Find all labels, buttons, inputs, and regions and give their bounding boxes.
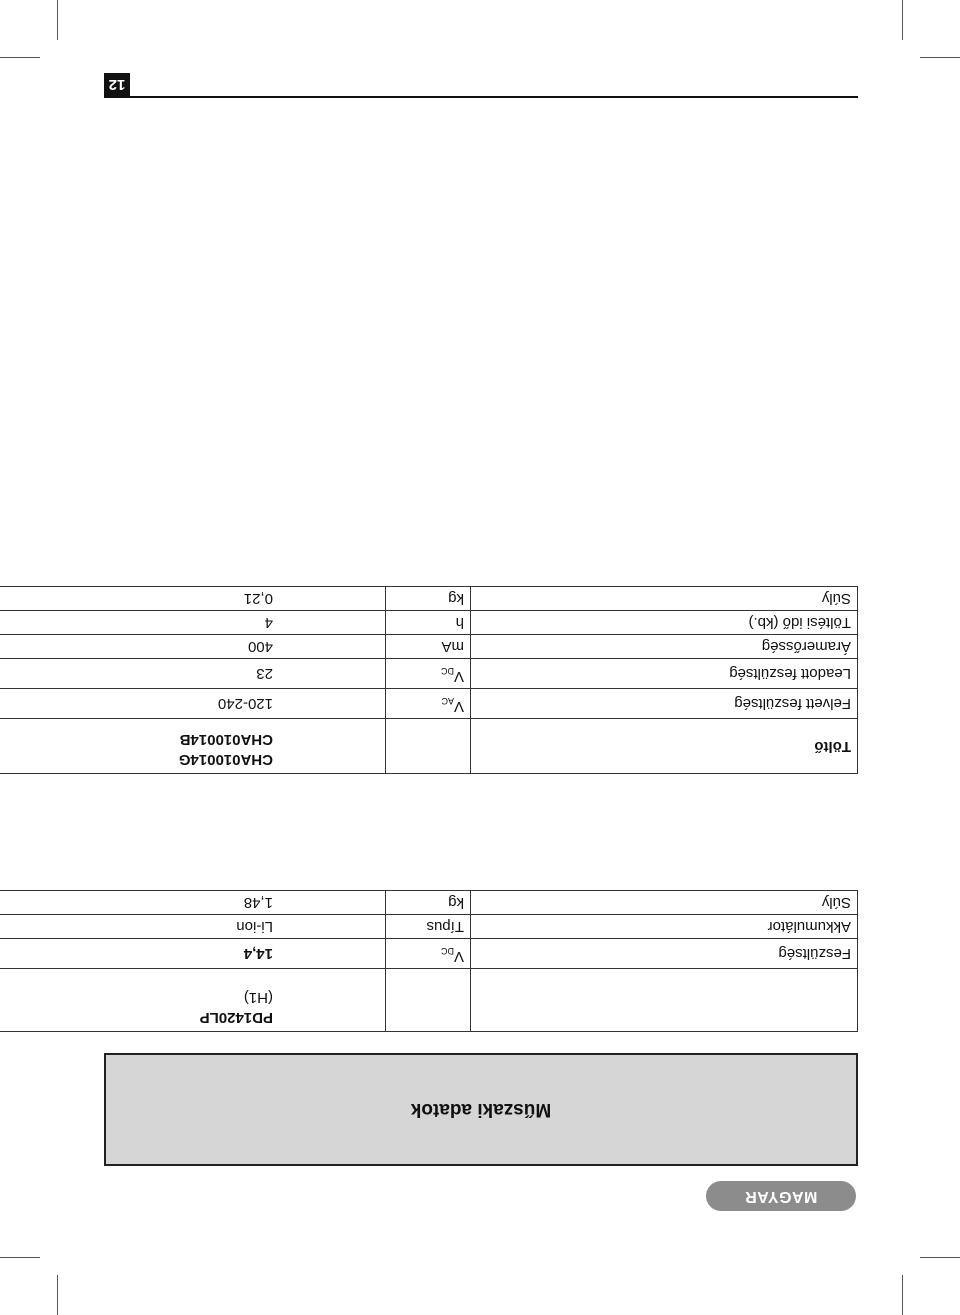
row-label: Súly: [471, 891, 858, 915]
unit-text: kg: [448, 894, 464, 911]
row-label: Áramerősség: [471, 635, 858, 659]
table-header-row: [0, 969, 858, 1032]
charger-spec-table: [0, 586, 858, 774]
row-value: 4: [0, 611, 386, 635]
row-unit: [386, 689, 471, 719]
crop-mark: [57, 1275, 58, 1315]
section-title-box: [104, 1053, 858, 1166]
table-row: [0, 915, 858, 939]
page-number-text: 12: [108, 76, 126, 94]
model-variant: (H1): [243, 989, 273, 1006]
crop-mark: [57, 0, 58, 40]
row-unit: [386, 891, 471, 915]
unit-text: V: [453, 698, 464, 715]
unit-subscript: DC: [440, 946, 454, 956]
row-label: Feszültség: [471, 939, 858, 969]
table-row: [0, 587, 858, 611]
row-value: 1,48: [0, 891, 386, 915]
row-unit: [386, 659, 471, 689]
crop-mark: [920, 57, 960, 58]
table-row: [0, 689, 858, 719]
crop-mark: [902, 1275, 903, 1315]
header-unit-cell: [386, 969, 471, 1032]
unit-subscript: DC: [440, 666, 454, 676]
row-value: 14,4: [0, 939, 386, 969]
row-label: Súly: [471, 587, 858, 611]
row-label: Töltési idő (kb.): [471, 611, 858, 635]
unit-subscript: AC: [441, 696, 454, 706]
row-value: 120-240: [0, 689, 386, 719]
language-label: MAGYAR: [744, 1188, 818, 1205]
crop-mark: [920, 1257, 960, 1258]
row-unit: [386, 915, 471, 939]
language-tab: [706, 1181, 856, 1211]
row-label: Felvett feszültség: [471, 689, 858, 719]
charger-model-a: CHA010014G: [178, 751, 273, 768]
row-unit: [386, 611, 471, 635]
table-row: [0, 659, 858, 689]
section-title: Műszaki adatok: [410, 1099, 552, 1121]
charger-title: Töltő: [814, 738, 851, 755]
crop-mark: [902, 0, 903, 40]
table-row: [0, 939, 858, 969]
unit-text: mA: [441, 638, 464, 655]
row-value: 400: [0, 635, 386, 659]
crop-mark: [0, 1257, 40, 1258]
model-header-cell: [0, 969, 386, 1032]
row-value: 0,21: [0, 587, 386, 611]
table-row: [0, 611, 858, 635]
unit-text: Típus: [426, 918, 464, 935]
header-unit-cell: [386, 719, 471, 774]
page-number: [104, 73, 130, 97]
row-label: Leadott feszültség: [471, 659, 858, 689]
footer-rule: [104, 96, 858, 98]
row-value: 23: [0, 659, 386, 689]
table-header-row: [0, 719, 858, 774]
table-row: [0, 635, 858, 659]
row-unit: [386, 939, 471, 969]
model-header-cell: [0, 719, 386, 774]
unit-text: V: [453, 668, 464, 685]
table-row: [0, 891, 858, 915]
charger-title-cell: [471, 719, 858, 774]
tool-spec-table: [0, 890, 858, 1032]
unit-text: h: [455, 614, 464, 631]
row-unit: [386, 587, 471, 611]
row-unit: [386, 635, 471, 659]
model-name: PD1420LP: [199, 1009, 273, 1026]
charger-model-b: CHA010014B: [179, 731, 273, 748]
row-label: Akkumulátor: [471, 915, 858, 939]
row-value: Li-ion: [0, 915, 386, 939]
header-label-cell: [471, 969, 858, 1032]
unit-text: V: [453, 948, 464, 965]
crop-mark: [0, 57, 40, 58]
unit-text: kg: [448, 590, 464, 607]
